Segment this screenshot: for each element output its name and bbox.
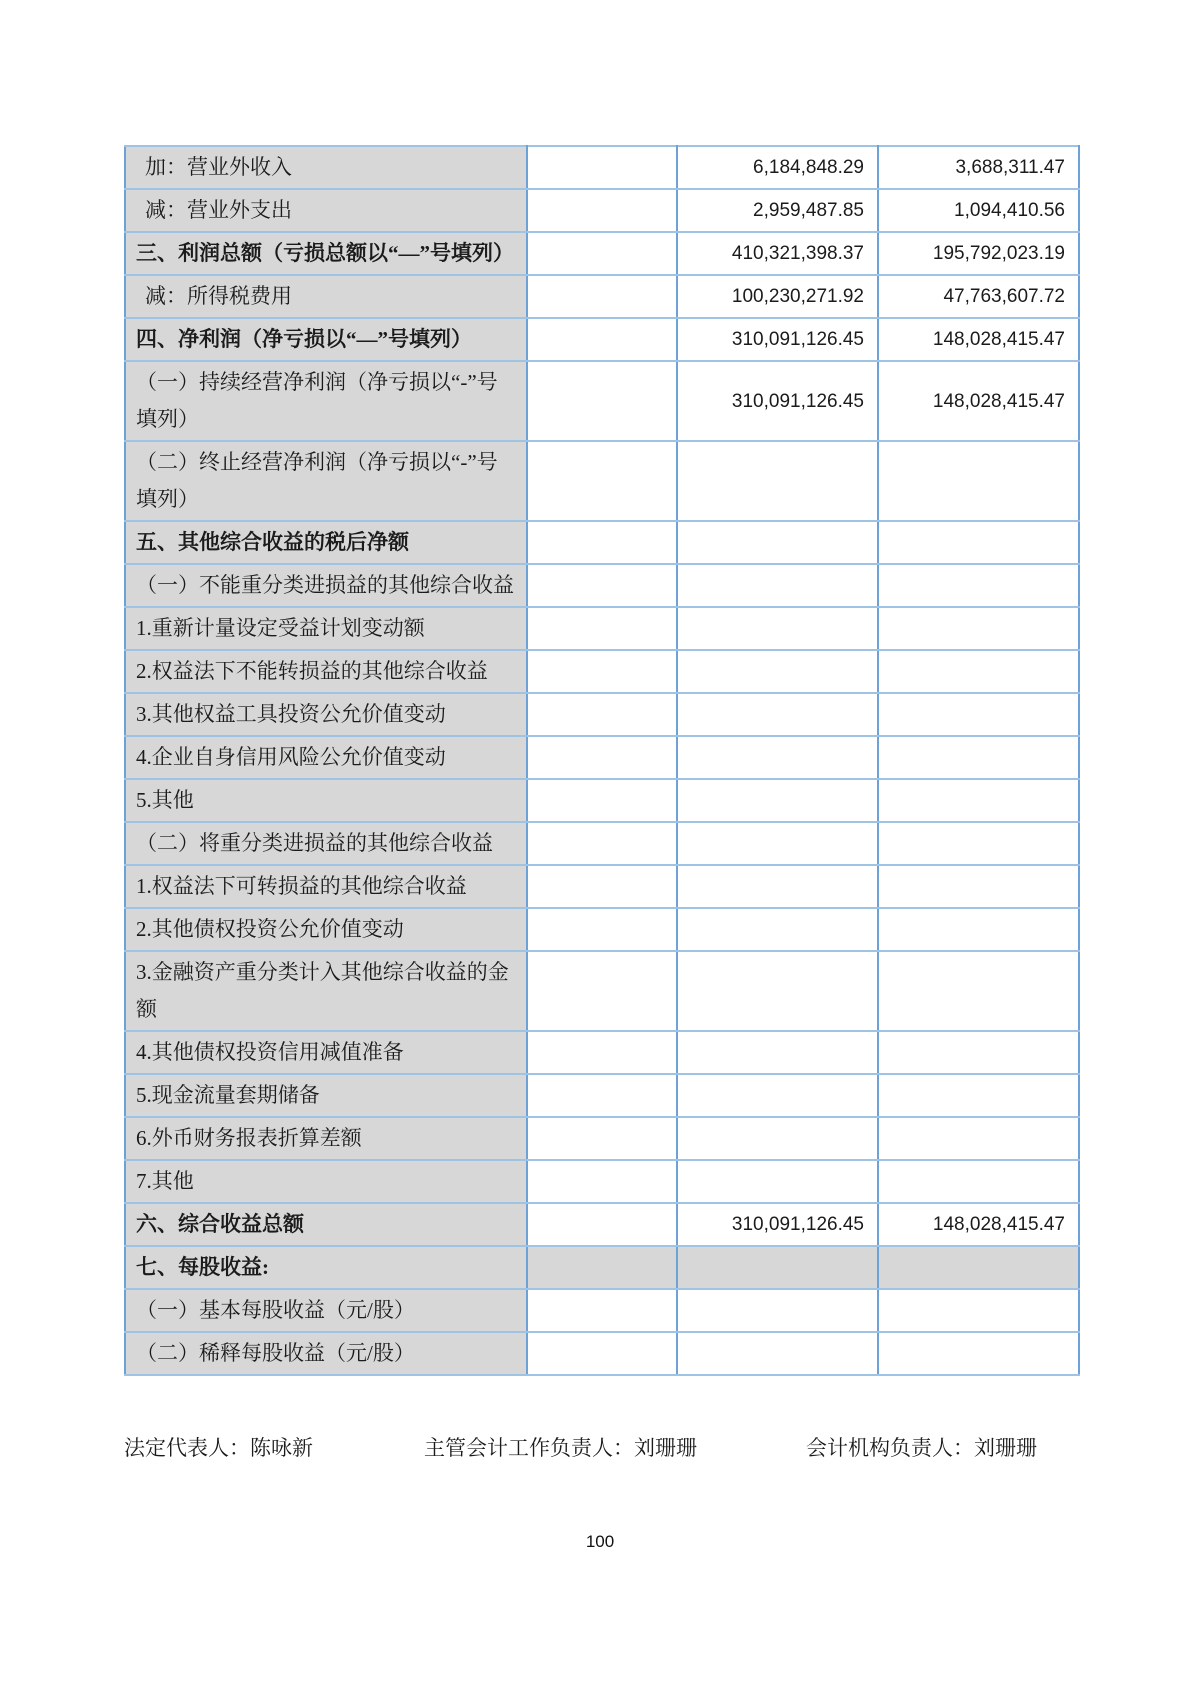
row-blank-cell <box>527 650 677 693</box>
row-prior-amount-cell <box>878 865 1079 908</box>
row-label-cell: 2.其他债权投资公允价值变动 <box>125 908 527 951</box>
row-label-cell: （二）将重分类进损益的其他综合收益 <box>125 822 527 865</box>
row-prior-amount-cell <box>878 1289 1079 1332</box>
row-current-amount-cell <box>677 1117 878 1160</box>
row-blank-cell <box>527 822 677 865</box>
row-label-cell: 减：营业外支出 <box>125 189 527 232</box>
row-blank-cell <box>527 1289 677 1332</box>
row-label-cell: 5.现金流量套期储备 <box>125 1074 527 1117</box>
table-row <box>125 1289 1079 1332</box>
row-current-amount-cell: 310,091,126.45 <box>677 318 878 361</box>
row-blank-cell <box>527 1203 677 1246</box>
row-prior-amount-cell <box>878 693 1079 736</box>
row-prior-amount-cell <box>878 1160 1079 1203</box>
row-label-cell: 加：营业外收入 <box>125 146 527 189</box>
row-current-amount-cell <box>677 1160 878 1203</box>
row-label-cell: 4.企业自身信用风险公允价值变动 <box>125 736 527 779</box>
row-current-amount-cell <box>677 822 878 865</box>
signature-chief-accounting-officer: 主管会计工作负责人：刘珊珊 <box>424 1436 697 1460</box>
row-prior-amount-cell <box>878 779 1079 822</box>
row-blank-cell <box>527 232 677 275</box>
row-prior-amount-cell: 1,094,410.56 <box>878 189 1079 232</box>
row-label-cell: 7.其他 <box>125 1160 527 1203</box>
row-label-cell: 5.其他 <box>125 779 527 822</box>
table-row <box>125 951 1079 1031</box>
row-current-amount-cell <box>677 693 878 736</box>
row-current-amount-cell <box>677 736 878 779</box>
row-current-amount-cell <box>677 951 878 1031</box>
row-current-amount-cell <box>677 908 878 951</box>
row-prior-amount-cell <box>878 650 1079 693</box>
table-row <box>125 908 1079 951</box>
row-prior-amount-cell <box>878 908 1079 951</box>
row-blank-cell <box>527 1160 677 1203</box>
row-prior-amount-cell: 148,028,415.47 <box>878 361 1079 441</box>
row-blank-cell <box>527 865 677 908</box>
table-row <box>125 1203 1079 1246</box>
row-blank-cell <box>527 1117 677 1160</box>
income-statement-rows <box>125 146 1079 1375</box>
row-label-cell: 4.其他债权投资信用减值准备 <box>125 1031 527 1074</box>
row-blank-cell <box>527 441 677 521</box>
row-blank-cell <box>527 951 677 1031</box>
table-row <box>125 318 1079 361</box>
row-blank-cell <box>527 693 677 736</box>
row-blank-cell <box>527 736 677 779</box>
row-label-cell: 6.外币财务报表折算差额 <box>125 1117 527 1160</box>
row-label-cell: 三、利润总额（亏损总额以“—”号填列） <box>125 232 527 275</box>
row-current-amount-cell <box>677 779 878 822</box>
row-blank-cell <box>527 1031 677 1074</box>
row-blank-cell <box>527 521 677 564</box>
row-blank-cell <box>527 189 677 232</box>
row-prior-amount-cell <box>878 736 1079 779</box>
table-row <box>125 1332 1079 1375</box>
signature-accounting-department-head: 会计机构负责人：刘珊珊 <box>806 1436 1037 1460</box>
table-row <box>125 564 1079 607</box>
row-blank-cell <box>527 1332 677 1375</box>
row-current-amount-cell <box>677 865 878 908</box>
row-prior-amount-cell <box>878 607 1079 650</box>
row-blank-cell <box>527 275 677 318</box>
table-row <box>125 822 1079 865</box>
row-current-amount-cell: 310,091,126.45 <box>677 361 878 441</box>
page-number: 100 <box>585 1532 615 1551</box>
row-current-amount-cell <box>677 1246 878 1289</box>
row-label-cell: （一）不能重分类进损益的其他综合收益 <box>125 564 527 607</box>
table-row <box>125 865 1079 908</box>
row-prior-amount-cell <box>878 951 1079 1031</box>
row-label-cell: 减：所得税费用 <box>125 275 527 318</box>
row-current-amount-cell <box>677 1031 878 1074</box>
row-current-amount-cell <box>677 564 878 607</box>
row-blank-cell <box>527 779 677 822</box>
table-row <box>125 146 1079 189</box>
row-label-cell: 七、每股收益: <box>125 1246 527 1289</box>
table-row <box>125 361 1079 441</box>
row-current-amount-cell: 410,321,398.37 <box>677 232 878 275</box>
row-blank-cell <box>527 361 677 441</box>
row-label-cell: 2.权益法下不能转损益的其他综合收益 <box>125 650 527 693</box>
table-row <box>125 441 1079 521</box>
row-current-amount-cell <box>677 1332 878 1375</box>
row-prior-amount-cell: 148,028,415.47 <box>878 1203 1079 1246</box>
row-current-amount-cell <box>677 1289 878 1332</box>
row-label-cell: 五、其他综合收益的税后净额 <box>125 521 527 564</box>
table-row <box>125 275 1079 318</box>
table-row <box>125 650 1079 693</box>
row-label-cell: （一）基本每股收益（元/股） <box>125 1289 527 1332</box>
row-prior-amount-cell <box>878 1332 1079 1375</box>
table-row <box>125 232 1079 275</box>
row-current-amount-cell: 310,091,126.45 <box>677 1203 878 1246</box>
row-prior-amount-cell <box>878 564 1079 607</box>
row-label-cell: 3.其他权益工具投资公允价值变动 <box>125 693 527 736</box>
row-prior-amount-cell: 195,792,023.19 <box>878 232 1079 275</box>
table-row <box>125 189 1079 232</box>
table-row <box>125 1160 1079 1203</box>
row-label-cell: （二）终止经营净利润（净亏损以“-”号填列） <box>125 441 527 521</box>
row-current-amount-cell <box>677 1074 878 1117</box>
table-row <box>125 736 1079 779</box>
table-row <box>125 1031 1079 1074</box>
row-blank-cell <box>527 607 677 650</box>
row-blank-cell <box>527 318 677 361</box>
table-row <box>125 607 1079 650</box>
row-current-amount-cell: 2,959,487.85 <box>677 189 878 232</box>
row-current-amount-cell: 100,230,271.92 <box>677 275 878 318</box>
row-prior-amount-cell <box>878 1074 1079 1117</box>
row-prior-amount-cell <box>878 521 1079 564</box>
row-prior-amount-cell: 47,763,607.72 <box>878 275 1079 318</box>
row-blank-cell <box>527 1074 677 1117</box>
row-blank-cell <box>527 564 677 607</box>
row-prior-amount-cell: 3,688,311.47 <box>878 146 1079 189</box>
signature-legal-representative: 法定代表人：陈咏新 <box>124 1436 313 1460</box>
row-blank-cell <box>527 908 677 951</box>
row-current-amount-cell <box>677 521 878 564</box>
table-row <box>125 1246 1079 1289</box>
table-row <box>125 779 1079 822</box>
row-prior-amount-cell <box>878 822 1079 865</box>
row-blank-cell <box>527 1246 677 1289</box>
row-label-cell: 六、综合收益总额 <box>125 1203 527 1246</box>
row-label-cell: 四、净利润（净亏损以“—”号填列） <box>125 318 527 361</box>
row-label-cell: 3.金融资产重分类计入其他综合收益的金额 <box>125 951 527 1031</box>
row-label-cell: 1.重新计量设定受益计划变动额 <box>125 607 527 650</box>
row-prior-amount-cell <box>878 1117 1079 1160</box>
table-row <box>125 693 1079 736</box>
signature-line <box>124 1432 1078 1462</box>
table-row <box>125 521 1079 564</box>
row-current-amount-cell: 6,184,848.29 <box>677 146 878 189</box>
row-prior-amount-cell: 148,028,415.47 <box>878 318 1079 361</box>
row-prior-amount-cell <box>878 1246 1079 1289</box>
row-blank-cell <box>527 146 677 189</box>
row-prior-amount-cell <box>878 1031 1079 1074</box>
row-label-cell: （二）稀释每股收益（元/股） <box>125 1332 527 1375</box>
income-statement-table <box>124 145 1080 1376</box>
row-current-amount-cell <box>677 650 878 693</box>
row-label-cell: （一）持续经营净利润（净亏损以“-”号填列） <box>125 361 527 441</box>
row-current-amount-cell <box>677 441 878 521</box>
row-label-cell: 1.权益法下可转损益的其他综合收益 <box>125 865 527 908</box>
table-row <box>125 1074 1079 1117</box>
row-current-amount-cell <box>677 607 878 650</box>
row-prior-amount-cell <box>878 441 1079 521</box>
table-row <box>125 1117 1079 1160</box>
